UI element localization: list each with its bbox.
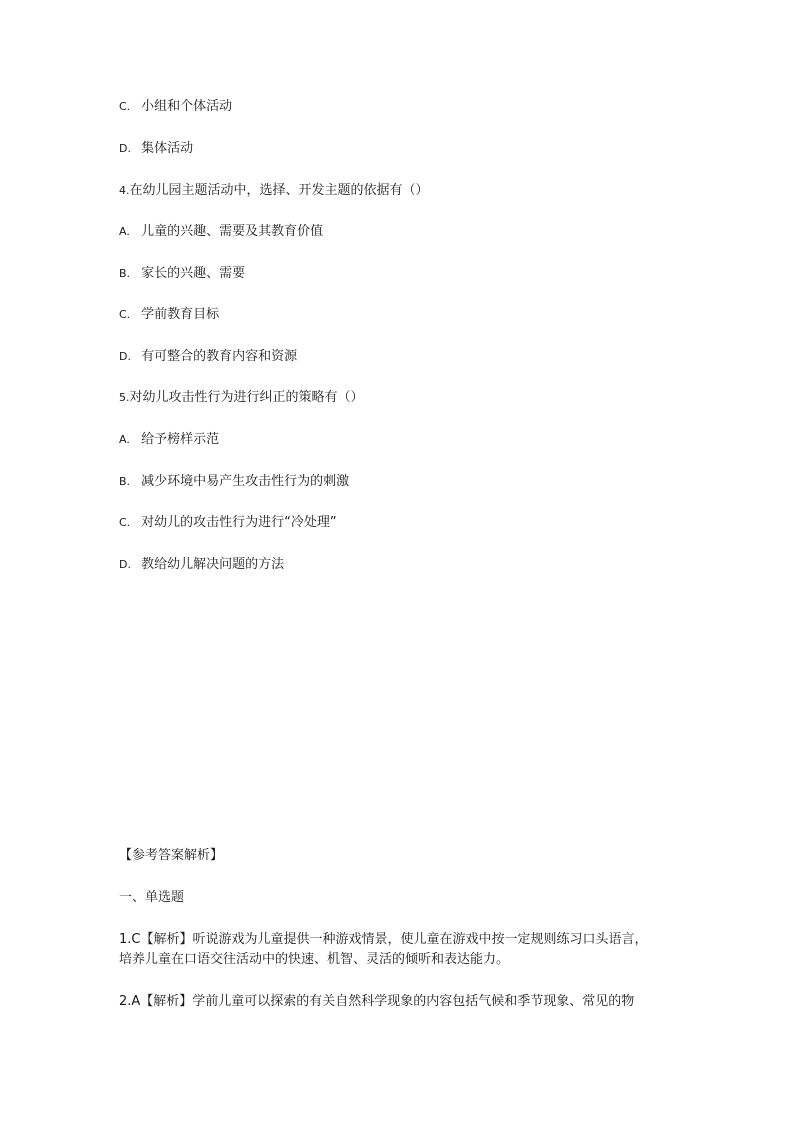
answer-text-line: 2.A【解析】学前儿童可以探索的有关自然科学现象的内容包括气候和季节现象、常见的物: [119, 994, 635, 1009]
option-letter: C.: [119, 308, 131, 321]
option-text: 给予榜样示范: [141, 432, 220, 447]
q5-stem: [119, 388, 679, 408]
option-text: 小组和个体活动: [141, 99, 233, 114]
question-text: 在幼儿园主题活动中，选择、开发主题的依据有（）: [129, 183, 429, 198]
question-number: 5.: [119, 391, 130, 404]
q4-stem: [119, 181, 679, 201]
answers-section-title: 一、单选题: [119, 890, 185, 905]
q5-option-a: [119, 430, 679, 450]
option-text: 有可整合的教育内容和资源: [141, 349, 298, 364]
option-text: 集体活动: [141, 141, 194, 156]
question-text: 对幼儿攻击性行为进行纠正的策略有（）: [129, 390, 364, 405]
option-letter: A.: [119, 433, 130, 446]
option-letter: A.: [119, 225, 130, 238]
q5-option-d: [119, 555, 679, 575]
q4-option-c: [119, 305, 679, 325]
q4-option-d: [119, 347, 679, 367]
option-letter: D.: [119, 142, 131, 155]
question-number: 4.: [119, 184, 130, 197]
option-text: 儿童的兴趣、需要及其教育价值: [141, 224, 324, 239]
option-letter: C.: [119, 516, 131, 529]
option-letter: B.: [119, 475, 131, 488]
q5-option-b: [119, 472, 679, 492]
option-text: 对幼儿的攻击性行为进行“冷处理”: [141, 515, 337, 530]
answers-heading: 【参考答案解析】: [119, 848, 224, 863]
answer-text-line: 1.C【解析】听说游戏为儿童提供一种游戏情景，使儿童在游戏中按一定规则练习口头语言，: [119, 932, 648, 947]
q3-option-d: [119, 139, 679, 159]
option-text: 学前教育目标: [141, 307, 220, 322]
answer-item-2: [119, 992, 679, 1012]
option-letter: C.: [119, 100, 131, 113]
option-text: 教给幼儿解决问题的方法: [141, 557, 285, 572]
q4-option-b: [119, 264, 679, 284]
option-text: 减少环境中易产生攻击性行为的刺激: [141, 474, 350, 489]
option-letter: B.: [119, 267, 131, 280]
q4-option-a: [119, 222, 679, 242]
q3-option-c: [119, 97, 679, 117]
answer-text-line: 培养儿童在口语交往活动中的快速、机智、灵活的倾听和表达能力。: [119, 952, 510, 967]
option-letter: D.: [119, 350, 131, 363]
option-letter: D.: [119, 558, 131, 571]
option-text: 家长的兴趣、需要: [141, 266, 246, 281]
q5-option-c: [119, 513, 679, 533]
answer-item-1: [119, 930, 679, 970]
